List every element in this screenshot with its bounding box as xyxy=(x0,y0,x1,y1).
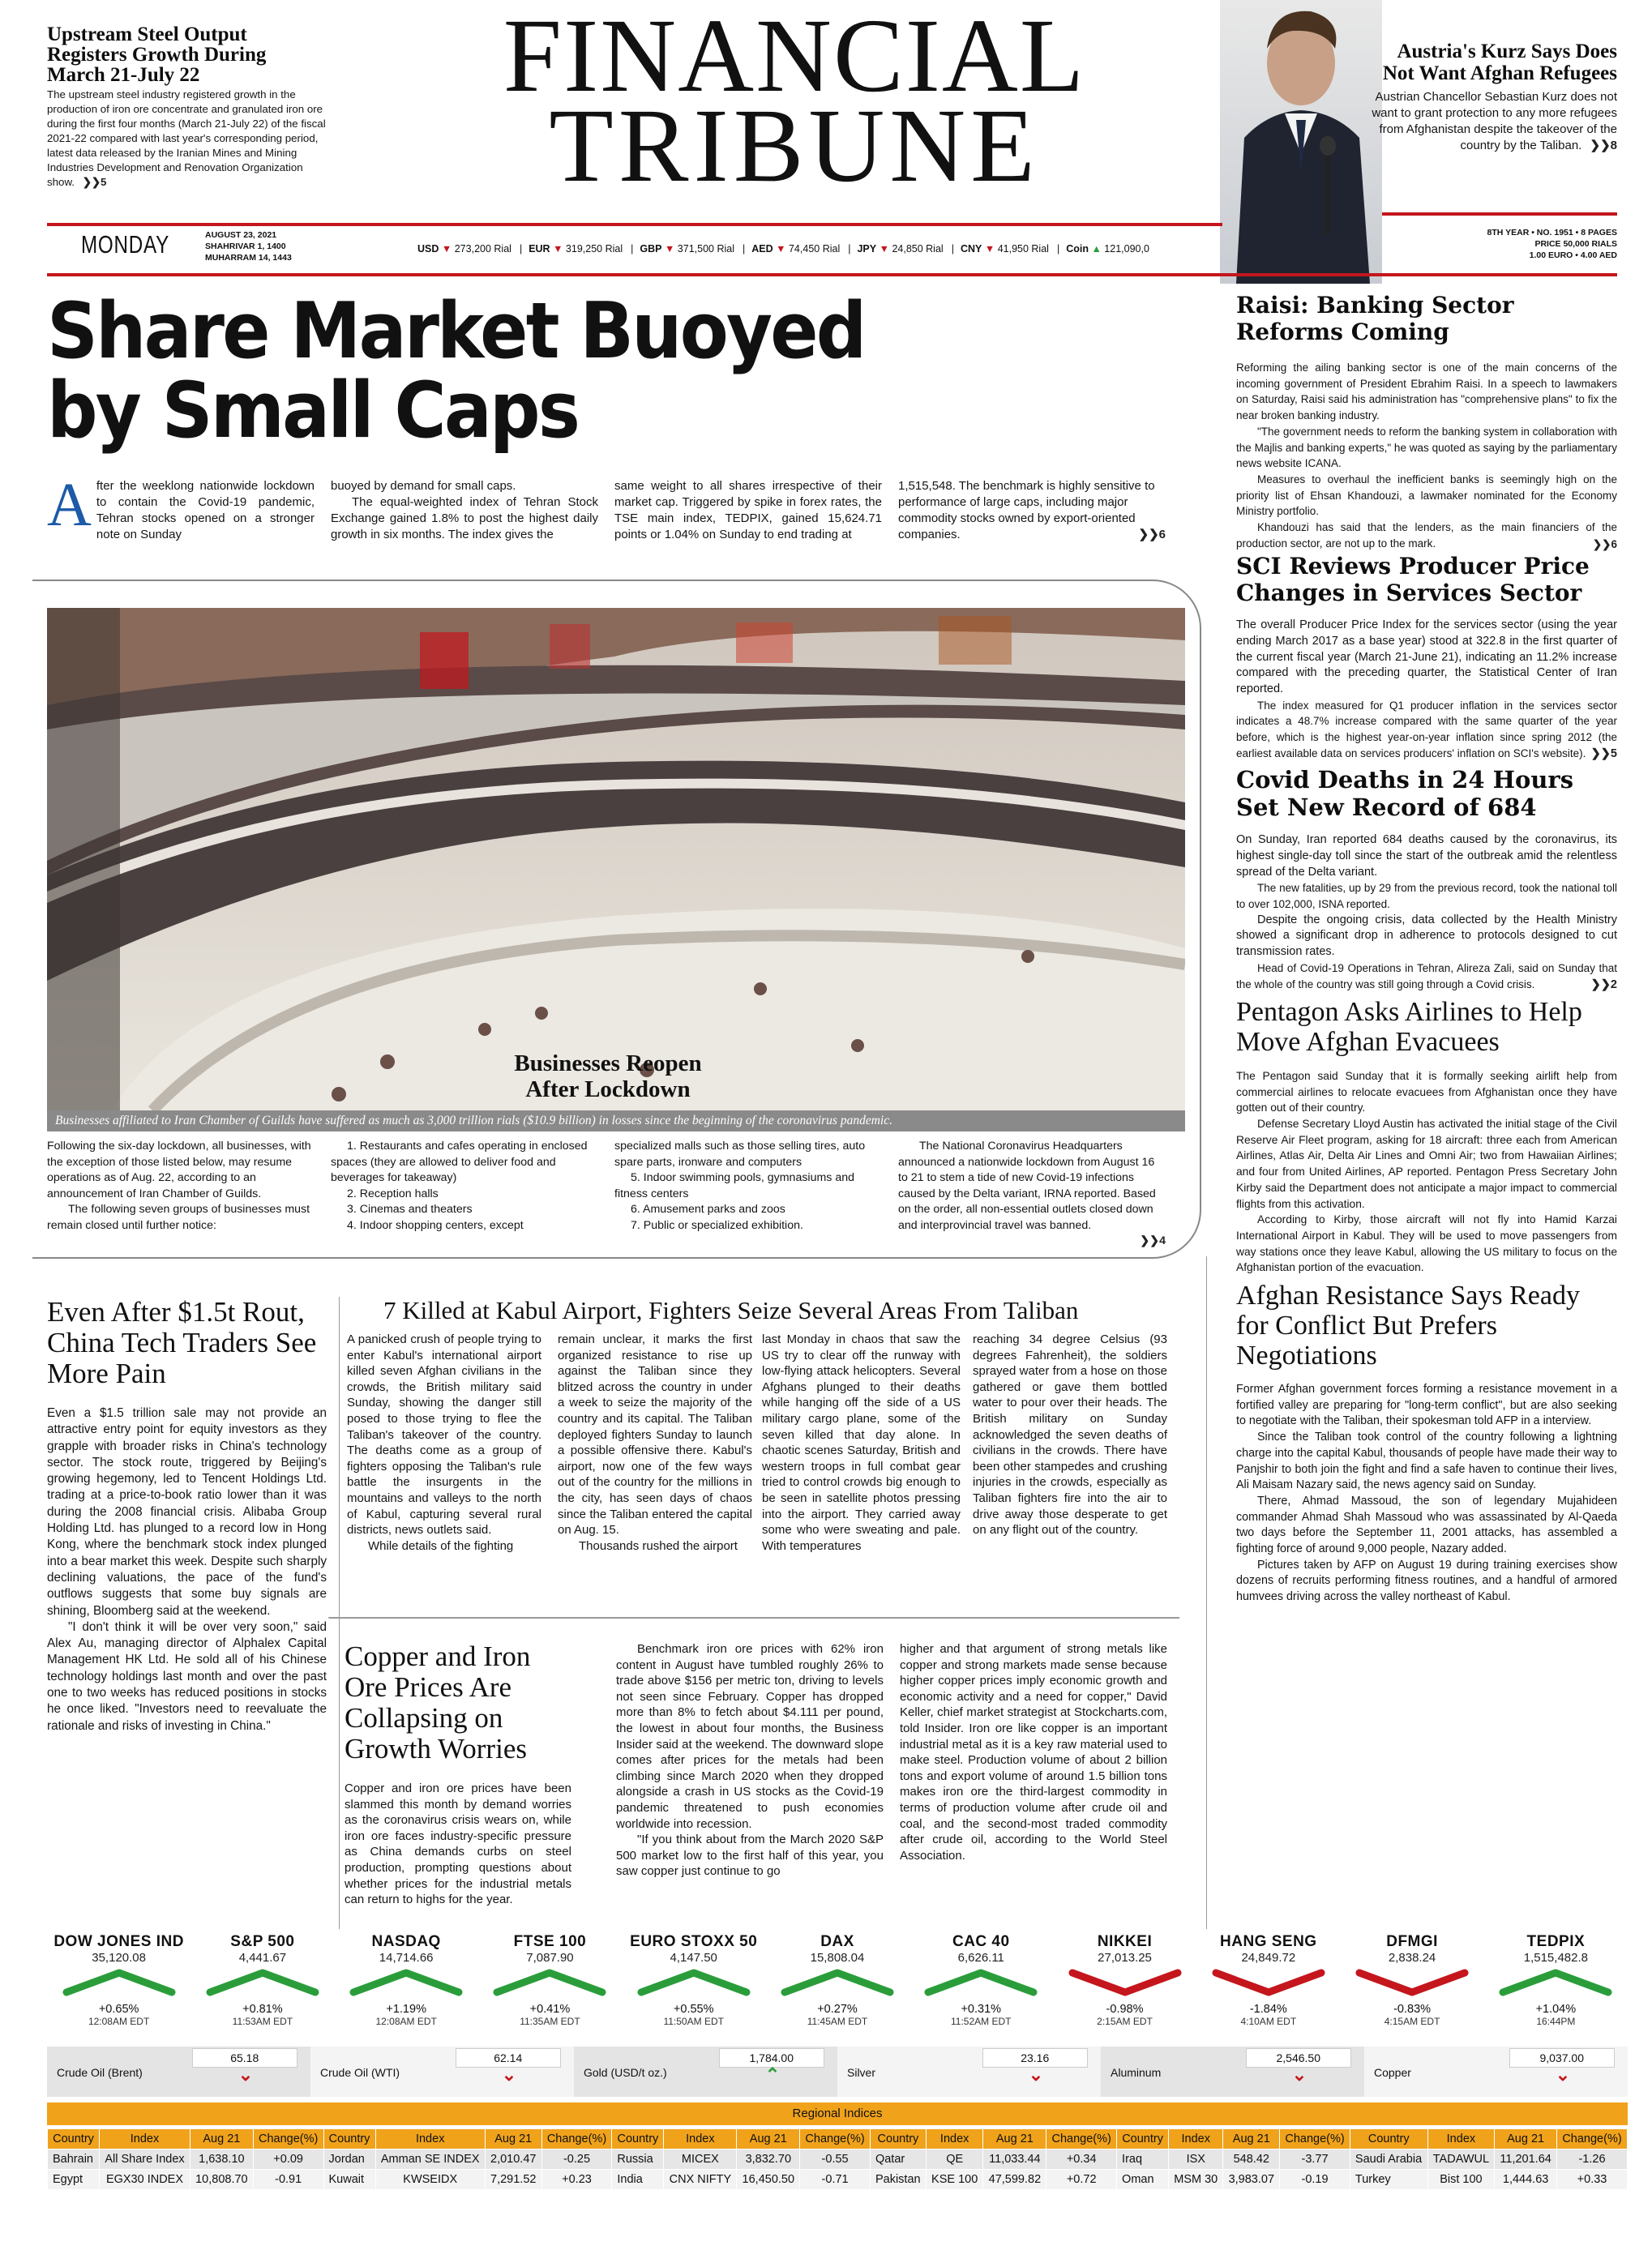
date-block xyxy=(205,229,292,263)
price: PRICE 50,000 RIALS xyxy=(1534,239,1617,249)
fx-item xyxy=(417,243,511,255)
market-value: 24,849.72 xyxy=(1241,1951,1296,1965)
trend-down-icon xyxy=(1064,1965,1186,1999)
fx-code: JPY xyxy=(857,243,877,255)
table-cell: Saudi Arabia xyxy=(1350,2149,1427,2170)
trend-up-icon xyxy=(777,1965,898,1999)
table-cell: 11,201.64 xyxy=(1495,2149,1557,2170)
table-cell: Amman SE INDEX xyxy=(375,2149,485,2170)
commodity-value: 9,037.00 xyxy=(1539,2051,1584,2064)
market-change: +0.81% xyxy=(242,2003,283,2016)
table-header-cell: Index xyxy=(1427,2129,1495,2149)
market-index-card xyxy=(768,1933,906,2027)
list-item: specialized malls such as those selling tires, auto spare parts, ironware and computers xyxy=(614,1140,866,1169)
table-header-row xyxy=(48,2129,1628,2149)
commodity-value: 62.14 xyxy=(494,2051,523,2064)
right-column xyxy=(1236,292,1617,1606)
pentagon-headline: Pentagon Asks Airlines to Help Move Afghan Evacuees xyxy=(1236,996,1582,1057)
commodity-value: 1,784.00 xyxy=(749,2051,794,2064)
sci-story[interactable]: SCI Reviews Producer Price Changes in Services Sector The overall Producer Price Index for the services sector (using the year ending March 2017 as a base year) stood at 322.8 in the first quarter of the current fiscal year (March 21-June 21), indicating an 11.2% increase compared with the preceding quarter, the Statistical Center of Iran reported. The index measured for Q1 producer inflation in the services sector indicates a 48.7% increase compared with the same quarter of the year before, which is the highest year-on-year inflation since spring 2012 (the earliest available data on services producers' inflation on SCI's website). ❯❯5 xyxy=(1236,553,1617,763)
list-item: 5. Indoor swimming pools, gymnasiums and fitness centers xyxy=(614,1171,854,1200)
covid-story[interactable]: Covid Deaths in 24 Hours Set New Record of 684 On Sunday, Iran reported 684 deaths caused by the coronavirus, its highest single-day toll since the start of the outbreak amid the relentless spread of the Delta variant. The new fatalities, up by 29 from the previous record, took the national toll to over 102,000, ISNA reported. Despite the ongoing crisis, data collected by the Health Ministry showed a significant drop in adherence to protocols designed to cut transmission rates. Head of Covid-19 Operations in Tehran, Alireza Zali, said on Sunday that the whole of the country was still going through a Covid crisis. ❯❯2 xyxy=(1236,766,1617,994)
trend-up-icon xyxy=(920,1965,1042,1999)
fx-value: 371,500 Rial xyxy=(677,243,734,255)
market-value: 14,714.66 xyxy=(379,1951,434,1965)
table-header-cell: Change(%) xyxy=(1280,2129,1350,2149)
commodity-cell xyxy=(310,2047,574,2097)
commodity-value: 23.16 xyxy=(1021,2051,1050,2064)
market-name: DAX xyxy=(820,1933,854,1950)
masthead-title-line1: FINANCIAL xyxy=(503,0,1086,114)
arrow-down-icon: ⌄ xyxy=(238,2064,254,2085)
market-value: 15,808.04 xyxy=(810,1951,865,1965)
edition-number: 8TH YEAR • NO. 1951 • 8 PAGES xyxy=(1487,228,1617,237)
market-value: 7,087.90 xyxy=(526,1951,574,1965)
column-divider xyxy=(339,1297,340,1929)
commodity-name: Aluminum xyxy=(1111,2066,1162,2079)
table-cell: 10,808.70 xyxy=(190,2170,253,2190)
table-cell: -1.26 xyxy=(1557,2149,1628,2170)
photo-overlay-title: Businesses Reopen After Lockdown xyxy=(514,1050,702,1102)
copper-headline: Copper and Iron Ore Prices Are Collapsing on Growth Worries xyxy=(345,1640,531,1764)
table-header-cell: Aug 21 xyxy=(1223,2129,1280,2149)
fx-separator: | xyxy=(519,243,523,255)
commodity-name: Crude Oil (Brent) xyxy=(57,2066,143,2079)
table-cell: 3,832.70 xyxy=(737,2149,800,2170)
date-persian: SHAHRIVAR 1, 1400 xyxy=(205,242,286,251)
table-cell: 1,638.10 xyxy=(190,2149,253,2170)
kabul-story[interactable] xyxy=(347,1297,1166,1324)
mall-photo xyxy=(47,608,1185,1110)
lead-headline-line1: Share Market Buoyed xyxy=(47,287,865,376)
market-change: +1.19% xyxy=(386,2003,426,2016)
fx-value: 41,950 Rial xyxy=(997,243,1049,255)
table-cell: -0.55 xyxy=(800,2149,871,2170)
trend-up-icon xyxy=(202,1965,323,1999)
masthead-top-rule xyxy=(47,223,1222,226)
fx-value: 24,850 Rial xyxy=(892,243,944,255)
table-cell: -3.77 xyxy=(1280,2149,1350,2170)
photo-caption: Businesses affiliated to Iran Chamber of Guilds have suffered as much as 3,000 trillion rials ($10.9 billion) in losses since the beginning of the coronavirus pandemic. xyxy=(47,1110,1185,1131)
market-time: 11:52AM EDT xyxy=(951,2016,1012,2027)
continued-page-marker: ❯❯6 xyxy=(1592,538,1617,551)
date-gregorian: AUGUST 23, 2021 xyxy=(205,230,277,240)
table-cell: -0.71 xyxy=(800,2170,871,2190)
commodity-name: Silver xyxy=(847,2066,876,2079)
masthead-logo xyxy=(389,0,1200,204)
market-name: FTSE 100 xyxy=(513,1933,587,1950)
table-row xyxy=(48,2149,1628,2170)
list-item: 2. Reception halls xyxy=(347,1187,439,1200)
fx-separator: | xyxy=(848,243,851,255)
table-cell: India xyxy=(612,2170,664,2190)
market-name: NIKKEI xyxy=(1097,1933,1153,1950)
commodity-name: Copper xyxy=(1374,2066,1411,2079)
arrow-up-icon: ⌃ xyxy=(764,2064,781,2085)
market-time: 11:45AM EDT xyxy=(807,2016,868,2027)
table-header-cell: Index xyxy=(926,2129,983,2149)
arrow-down-icon: ▼ xyxy=(876,243,892,255)
table-header-cell: Index xyxy=(1169,2129,1223,2149)
afghan-headline: Afghan Resistance Says Ready for Conflict But Prefers Negotiations xyxy=(1236,1281,1580,1371)
fx-value: 74,450 Rial xyxy=(788,243,841,255)
fx-item xyxy=(961,243,1049,255)
table-header-cell: Aug 21 xyxy=(485,2129,541,2149)
market-index-card xyxy=(1343,1933,1481,2027)
market-name: NASDAQ xyxy=(371,1933,441,1950)
fx-code: GBP xyxy=(640,243,662,255)
teaser-left[interactable] xyxy=(47,24,327,190)
table-cell: CNX NIFTY xyxy=(664,2170,737,2190)
table-cell: Jordan xyxy=(323,2149,375,2170)
right-column-divider xyxy=(1206,1256,1207,1929)
table-cell: 548.42 xyxy=(1223,2149,1280,2170)
teaser-left-headline: Upstream Steel Output Registers Growth During March 21-July 22 xyxy=(47,24,267,86)
table-header-cell: Aug 21 xyxy=(983,2129,1046,2149)
market-value: 1,515,482.8 xyxy=(1523,1951,1588,1965)
continued-page-marker: ❯❯6 xyxy=(1138,528,1166,541)
table-header-cell: Country xyxy=(48,2129,100,2149)
table-header-cell: Change(%) xyxy=(541,2129,612,2149)
china-story[interactable]: Even After $1.5t Rout, China Tech Traders See More Pain Even a $1.5 trillion sale may not provide an attractive entry point for equity investors as they grapple with broader risks in China's technology sector. The stock route, triggered by Beijing's growing hegemony, led to Tencent Holdings Ltd. trading at a price-to-book ratio lower than it was during the 2008 financial crisis. Alibaba Group Holding Ltd. has plunged to a record low in Hong Kong, where the benchmark stock index plunged into a bear market this week. Despite such sharply declining valuations, the pace of the fund's outflows suggests that some buy signals are shining, Bloomberg said at the weekend. "I don't think it will be over very soon," said Alex Au, managing director of Alphalex Capital Management HK Ltd. He sold all of his Chinese technology holdings last month and over the past one to two weeks has reduced positions in stocks he once liked. "Investors need to reevaluate the rationale and risks of investing in China." xyxy=(47,1296,327,1733)
list-item: 6. Amusement parks and zoos xyxy=(631,1203,785,1216)
arrow-down-icon: ▼ xyxy=(982,243,998,255)
table-header-cell: Country xyxy=(323,2129,375,2149)
list-item: 7. Public or specialized exhibition. xyxy=(631,1218,803,1232)
commodity-cell xyxy=(837,2047,1101,2097)
raisi-headline: Raisi: Banking Sector Reforms Coming xyxy=(1236,292,1514,345)
market-change: +0.41% xyxy=(529,2003,571,2016)
market-time: 12:08AM EDT xyxy=(375,2016,437,2027)
table-header-cell: Country xyxy=(612,2129,664,2149)
teaser-right[interactable] xyxy=(1370,41,1617,154)
table-cell: -0.91 xyxy=(253,2170,323,2190)
date-hijri: MUHARRAM 14, 1443 xyxy=(205,253,292,263)
market-time: 2:15AM EDT xyxy=(1097,2016,1153,2027)
kurz-photo xyxy=(1220,0,1382,284)
market-change: -0.98% xyxy=(1106,2003,1144,2016)
masthead-bottom-rule xyxy=(47,273,1617,276)
table-cell: 3,983.07 xyxy=(1223,2170,1280,2190)
market-index-card xyxy=(1200,1933,1337,2027)
table-cell: Bist 100 xyxy=(1427,2170,1495,2190)
trend-up-icon xyxy=(633,1965,755,1999)
commodity-value: 65.18 xyxy=(230,2051,259,2064)
arrow-down-icon: ⌄ xyxy=(1555,2064,1571,2085)
currency-rates: 1.00 EURO • 4.00 AED xyxy=(1529,250,1617,260)
table-cell: 2,010.47 xyxy=(485,2149,541,2170)
table-header-cell: Index xyxy=(375,2129,485,2149)
fx-ticker xyxy=(417,243,1220,255)
table-cell: KSE 100 xyxy=(926,2170,983,2190)
fx-code: USD xyxy=(417,243,439,255)
teaser-right-body: Austrian Chancellor Sebastian Kurz does not want to grant protection to any more refugees from Afghanistan despite the takeover of the country by the Taliban. ❯❯8 xyxy=(1372,90,1617,152)
table-row xyxy=(48,2170,1628,2190)
section-divider xyxy=(328,1617,1179,1619)
table-cell: 1,444.63 xyxy=(1495,2170,1557,2190)
table-cell: 11,033.44 xyxy=(983,2149,1046,2170)
table-cell: +0.34 xyxy=(1046,2149,1117,2170)
table-header-cell: Change(%) xyxy=(253,2129,323,2149)
market-change: -0.83% xyxy=(1393,2003,1432,2016)
table-header-cell: Index xyxy=(100,2129,190,2149)
table-cell: Pakistan xyxy=(870,2170,926,2190)
raisi-story[interactable]: Raisi: Banking Sector Reforms Coming Reforming the ailing banking sector is one of the main concerns of the incoming government of President Ebrahim Raisi. In a speech to lawmakers on Saturday, Raisi said his administration has "comprehensive plans" to fix the near broken banking industry. "The government needs to reform the banking system in collaboration with the Majlis and banking experts," he was quoted as saying by the parliamentary news website ICANA. Measures to overhaul the inefficient banks is seemingly high on the priority list of Ehsan Khandouzi, a lawmaker nominated for the Economy Ministry portfolio. Khandouzi has said that the lenders, as the main financiers of the production sector, are not up to the mark. ❯❯6 xyxy=(1236,292,1617,553)
pentagon-story[interactable]: Pentagon Asks Airlines to Help Move Afghan Evacuees The Pentagon said Sunday that it is formally seeking airlift help from commercial airlines to relocate evacuees from Afghanistan once they have gotten out of their country. Defense Secretary Lloyd Austin has activated the initial stage of the Civil Reserve Air Fleet program, asking for 18 aircraft: three each from American Airlines, Atlas Air, Delta Air Lines and Omni Air; two from Hawaiian Airlines; and four from United Airlines, AP reported. Pentagon Press Secretary John Kirby said the Department does not anticipate a major impact to commercial flights from this activation. According to Kirby, those aircraft will not fly into Hamid Karzai International Airport in Kabul. They will be used to move passengers from way stations once they leave Kabul, allowing the US military to focus on the Afghanistan portion of the evacuation. xyxy=(1236,996,1617,1274)
table-cell: Turkey xyxy=(1350,2170,1427,2190)
trend-up-icon xyxy=(489,1965,610,1999)
arrow-down-icon: ▼ xyxy=(550,243,566,255)
table-cell: Oman xyxy=(1117,2170,1169,2190)
market-value: 4,441.67 xyxy=(238,1951,287,1965)
list-item: 4. Indoor shopping centers, except xyxy=(347,1218,524,1232)
list-item: 1. Restaurants and cafes operating in enclosed spaces (they are allowed to deliver food and beverages for takeaway) xyxy=(331,1140,588,1184)
arrow-down-icon: ▼ xyxy=(439,243,455,255)
table-header-cell: Country xyxy=(1350,2129,1427,2149)
markets-strip xyxy=(0,1933,1652,2047)
market-value: 4,147.50 xyxy=(670,1951,717,1965)
market-time: 4:10AM EDT xyxy=(1240,2016,1297,2027)
commodity-name: Crude Oil (WTI) xyxy=(320,2066,400,2079)
continued-page-marker: ❯❯8 xyxy=(1590,139,1617,152)
table-cell: KWSEIDX xyxy=(375,2170,485,2190)
trend-up-icon xyxy=(58,1965,180,1999)
fx-separator: | xyxy=(1056,243,1060,255)
commodity-cell xyxy=(1364,2047,1628,2097)
market-time: 11:50AM EDT xyxy=(663,2016,724,2027)
market-name: DOW JONES IND xyxy=(53,1933,184,1950)
arrow-down-icon: ▼ xyxy=(661,243,678,255)
market-value: 6,626.11 xyxy=(957,1951,1004,1965)
table-cell: MICEX xyxy=(664,2149,737,2170)
commodities-bar xyxy=(47,2047,1628,2097)
masthead-top-rule-right xyxy=(1382,212,1617,216)
mall-interior-image xyxy=(47,608,1185,1110)
table-cell: +0.33 xyxy=(1557,2170,1628,2190)
market-time: 16:44PM xyxy=(1536,2016,1576,2027)
trend-down-icon xyxy=(1208,1965,1329,1999)
table-header-cell: Aug 21 xyxy=(737,2129,800,2149)
fx-item xyxy=(857,243,943,255)
arrow-up-icon: ▲ xyxy=(1088,243,1105,255)
market-time: 12:08AM EDT xyxy=(88,2016,150,2027)
lead-col2: buoyed by demand for small caps. The equal-weighted index of Tehran Stock Exchange gained 1.8% to post the highest daily growth in six months. The index gives the xyxy=(331,479,598,541)
fx-value: 319,250 Rial xyxy=(565,243,623,255)
market-time: 4:15AM EDT xyxy=(1384,2016,1440,2027)
drop-cap: A xyxy=(47,471,92,539)
fx-item xyxy=(640,243,734,255)
market-change: +0.31% xyxy=(961,2003,1002,2016)
fx-separator: | xyxy=(951,243,954,255)
table-cell: QE xyxy=(926,2149,983,2170)
table-header-cell: Country xyxy=(870,2129,926,2149)
market-index-card xyxy=(481,1933,618,2027)
continued-page-marker: ❯❯2 xyxy=(1590,978,1617,992)
fx-item xyxy=(529,243,623,255)
continued-page-marker: ❯❯5 xyxy=(1590,747,1617,761)
afghan-story[interactable]: Afghan Resistance Says Ready for Conflict But Prefers Negotiations Former Afghan government forces forming a resistance movement in a fortified valley are preparing for "long-term conflict", but are also seeking to negotiate with the Taliban, their spokesman told AFP in a interview. Since the Taliban took control of the country following a lightning charge into the capital Kabul, thousands of people have made their way to Panjshir to both join the fight and find a safe haven to continue their lives, Ali Maisam Nazary said, the news agency said on Sunday. There, Ahmad Massoud, the son of legendary Mujahideen commander Ahmad Shah Massoud who was assassinated by Al-Qaeda two days before the September 11, 2001 attacks, has assembled a fighting force of around 9,000 people, Nazary added. Pictures taken by AFP on August 19 during training exercises show dozens of recruits performing fitness routines, and a handful of armored humvees driving across the valley northeast of Kabul. xyxy=(1236,1281,1617,1604)
fx-item xyxy=(1066,243,1149,255)
fx-code: EUR xyxy=(529,243,550,255)
market-name: S&P 500 xyxy=(230,1933,295,1950)
market-name: CAC 40 xyxy=(952,1933,1010,1950)
table-header-cell: Change(%) xyxy=(800,2129,871,2149)
table-cell: Egypt xyxy=(48,2170,100,2190)
fx-code: AED xyxy=(751,243,773,255)
lead-col3: same weight to all shares irrespective of their market cap. Triggered by spike in forex rates, the TSE main index, TEDPIX, gained 15,624.71 points or 1.04% on Sunday to end trading at xyxy=(614,479,882,541)
table-header-cell: Aug 21 xyxy=(190,2129,253,2149)
trend-down-icon xyxy=(1351,1965,1473,1999)
market-change: +0.55% xyxy=(673,2003,714,2016)
continued-page-marker: ❯❯4 xyxy=(1140,1234,1166,1247)
table-cell: -0.19 xyxy=(1280,2170,1350,2190)
arrow-down-icon: ⌄ xyxy=(501,2064,517,2085)
table-header-cell: Index xyxy=(664,2129,737,2149)
trend-up-icon xyxy=(1495,1965,1616,1999)
fx-value: 121,090,0 xyxy=(1104,243,1149,255)
person-figure-icon xyxy=(1220,0,1382,284)
market-change: +0.27% xyxy=(817,2003,858,2016)
market-name: HANG SENG xyxy=(1220,1933,1317,1950)
arrow-down-icon: ⌄ xyxy=(1028,2064,1044,2085)
table-header-cell: Change(%) xyxy=(1046,2129,1117,2149)
covid-headline: Covid Deaths in 24 Hours Set New Record of 684 xyxy=(1236,766,1574,822)
table-cell: TADAWUL xyxy=(1427,2149,1495,2170)
market-index-card xyxy=(1056,1933,1194,2027)
regional-title: Regional Indices xyxy=(47,2102,1628,2125)
reopen-col1: Following the six-day lockdown, all businesses, with the exception of those listed below, may resume operations as of Aug. 22, according to an announcement of Iran Chamber of Guilds. The following seven groups of businesses must remain closed until further notice: xyxy=(47,1140,311,1232)
market-value: 2,838.24 xyxy=(1388,1951,1436,1965)
china-headline: Even After $1.5t Rout, China Tech Traders See More Pain xyxy=(47,1296,317,1389)
lead-headline-line2: by Small Caps xyxy=(47,366,579,456)
table-cell: 7,291.52 xyxy=(485,2170,541,2190)
table-cell: +0.23 xyxy=(541,2170,612,2190)
market-index-card xyxy=(50,1933,188,2027)
commodity-name: Gold (USD/t oz.) xyxy=(584,2066,667,2079)
market-value: 35,120.08 xyxy=(92,1951,146,1965)
lead-col1: After the weeklong nationwide lockdown to contain the Covid-19 pandemic, Tehran stocks opened on a stronger note on Sunday xyxy=(47,471,315,541)
table-header-cell: Country xyxy=(1117,2129,1169,2149)
commodity-value: 2,546.50 xyxy=(1276,2051,1320,2064)
commodity-cell xyxy=(47,2047,310,2097)
sci-headline: SCI Reviews Producer Price Changes in Services Sector xyxy=(1236,553,1590,607)
reopen-col3 xyxy=(614,1139,882,1234)
table-cell: Russia xyxy=(612,2149,664,2170)
arrow-down-icon: ▼ xyxy=(773,243,789,255)
market-index-card xyxy=(337,1933,475,2027)
table-cell: 47,599.82 xyxy=(983,2170,1046,2190)
table-cell: Iraq xyxy=(1117,2149,1169,2170)
masthead-title-line2: TRIBUNE xyxy=(549,88,1040,204)
copper-story[interactable]: Copper and Iron Ore Prices Are Collapsing on Growth Worries Copper and iron ore prices have been slammed this month by demand worries as the coronavirus crisis wears on, while iron ore faces industry-specific pressure as China demands curbs on steel production, prompting questions about whether prices for the industrial metals can return to highs for the year. xyxy=(345,1640,571,1907)
market-time: 11:53AM EDT xyxy=(232,2016,293,2027)
market-name: EURO STOXX 50 xyxy=(630,1933,758,1950)
list-item: 3. Cinemas and theaters xyxy=(347,1203,473,1216)
fx-separator: | xyxy=(743,243,746,255)
continued-page-marker: ❯❯5 xyxy=(82,176,107,188)
commodity-cell xyxy=(1101,2047,1364,2097)
kabul-headline: 7 Killed at Kabul Airport, Fighters Seize Several Areas From Taliban xyxy=(383,1296,1079,1324)
market-change: +0.65% xyxy=(98,2003,139,2016)
market-change: -1.84% xyxy=(1249,2003,1287,2016)
regional-indices-table xyxy=(47,2128,1628,2190)
table-cell: EGX30 INDEX xyxy=(100,2170,190,2190)
table-cell: MSM 30 xyxy=(1169,2170,1223,2190)
market-name: TEDPIX xyxy=(1526,1933,1586,1950)
table-cell: +0.72 xyxy=(1046,2170,1117,2190)
edition-block xyxy=(1439,227,1617,261)
reopen-col4: The National Coronavirus Headquarters announced a nationwide lockdown from August 16 to 21 to stem a tide of new Covid-19 infections caused by the Delta variant, IRNA reported. Based on the order, all non-essential outlets closed down and interprovincial travel was banned. ❯❯4 xyxy=(898,1139,1166,1250)
market-index-card xyxy=(625,1933,763,2027)
table-cell: All Share Index xyxy=(100,2149,190,2170)
table-cell: Kuwait xyxy=(323,2170,375,2190)
fx-separator: | xyxy=(631,243,634,255)
lead-headline xyxy=(47,287,1091,456)
market-value: 27,013.25 xyxy=(1098,1951,1152,1965)
lead-col4: 1,515,548. The benchmark is highly sensitive to performance of large caps, including major commodity stocks owned by export-oriented companies. ❯❯6 xyxy=(898,479,1166,541)
market-index-card xyxy=(1487,1933,1624,2027)
table-cell: +0.09 xyxy=(253,2149,323,2170)
market-index-card xyxy=(912,1933,1050,2027)
teaser-right-headline: Austria's Kurz Says Does Not Want Afghan Refugees xyxy=(1382,41,1617,84)
table-header-cell: Change(%) xyxy=(1557,2129,1628,2149)
table-header-cell: Aug 21 xyxy=(1495,2129,1557,2149)
table-cell: 16,450.50 xyxy=(737,2170,800,2190)
table-cell: ISX xyxy=(1169,2149,1223,2170)
table-cell: Bahrain xyxy=(48,2149,100,2170)
trend-up-icon xyxy=(345,1965,467,1999)
fx-code: Coin xyxy=(1066,243,1089,255)
market-index-card xyxy=(194,1933,332,2027)
fx-item xyxy=(751,243,840,255)
market-time: 11:35AM EDT xyxy=(520,2016,580,2027)
teaser-left-body: The upstream steel industry registered growth in the production of iron ore concentrate and granulated iron ore during the first four months (March 21-July 22) of the fiscal 2021-22 compared with last year's corresponding period, latest data released by the Iranian Mines and Mining Industries Development and Renovation Organization show. ❯❯5 xyxy=(47,88,326,188)
arrow-down-icon: ⌄ xyxy=(1291,2064,1307,2085)
market-change: +1.04% xyxy=(1535,2003,1577,2016)
commodity-cell xyxy=(574,2047,837,2097)
fx-value: 273,200 Rial xyxy=(454,243,511,255)
table-cell: -0.25 xyxy=(541,2149,612,2170)
day-label: MONDAY xyxy=(81,230,170,259)
table-cell: Qatar xyxy=(870,2149,926,2170)
fx-code: CNY xyxy=(960,243,982,255)
market-name: DFMGI xyxy=(1386,1933,1438,1950)
reopen-col2 xyxy=(331,1139,598,1234)
